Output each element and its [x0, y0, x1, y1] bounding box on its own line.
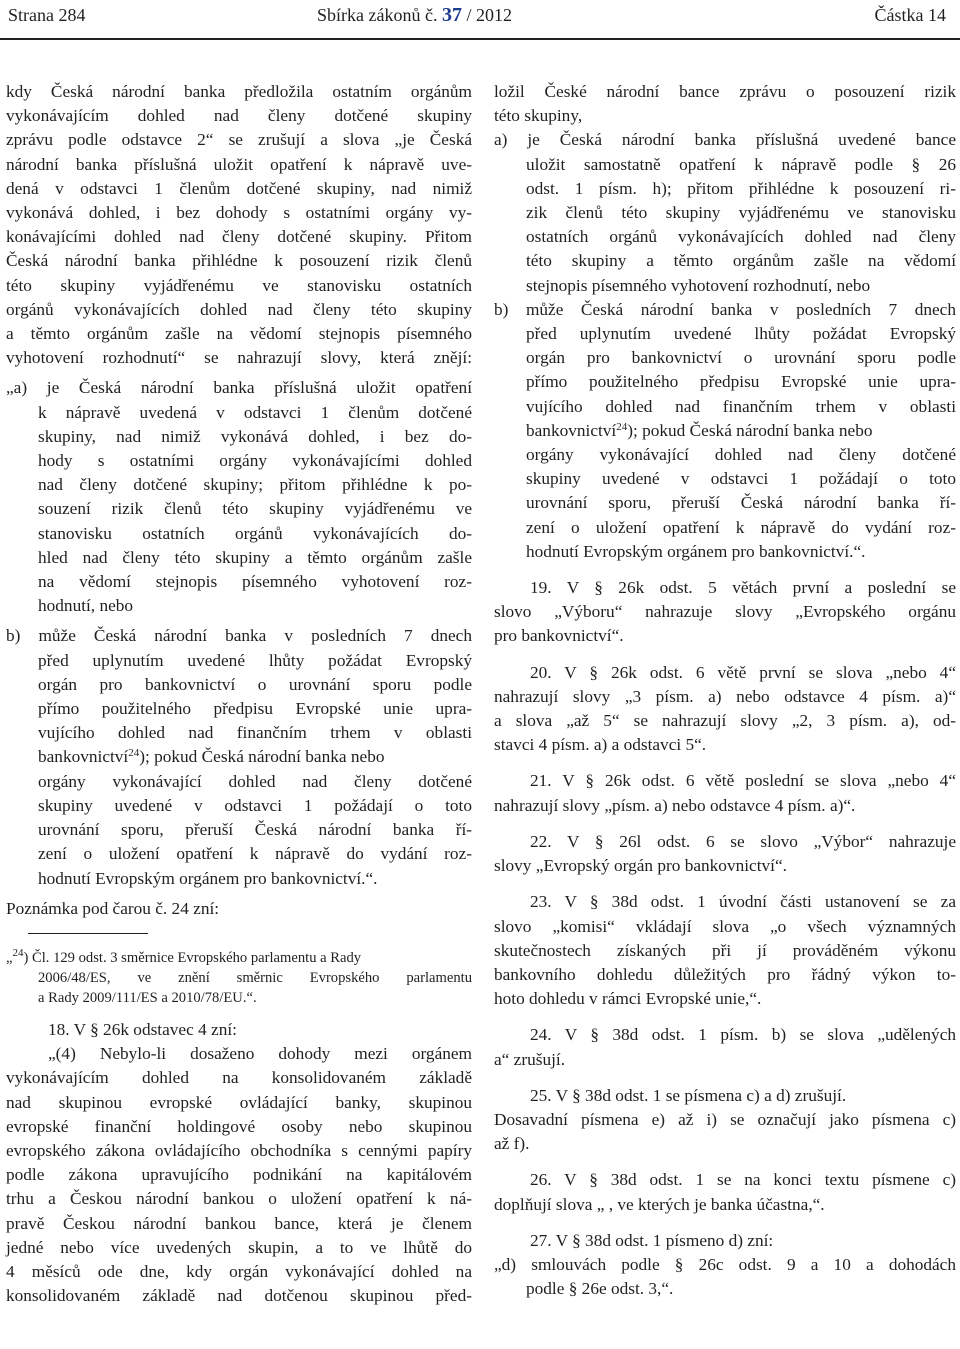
text-line: hody s ostatními orgány vykonávajícími dohled: [38, 451, 472, 471]
text-line: „(4) Nebylo-li dosaženo dohody mezi orgánem: [48, 1044, 472, 1064]
text-line: pro bankovnictví“.: [494, 626, 624, 646]
point-20: [494, 661, 956, 758]
amended-item-d: [494, 1253, 956, 1301]
point-19: [494, 576, 956, 649]
text-line: vykonává dohled, i bez dohody s ostatními orgány vy-: [6, 203, 472, 223]
text-line: 27. V § 38d odst. 1 písmeno d) zní:: [530, 1230, 774, 1250]
text-line: b) může Česká národní banka v posledních 7 dnech: [6, 626, 472, 646]
text-line: 4 měsíců ode dne, kdy orgán vykonávající dohled na: [6, 1261, 472, 1281]
text-fragment: ); pokud Česká národní banka nebo: [139, 747, 385, 767]
amended-item-a: [494, 128, 956, 297]
point-21: [494, 769, 956, 817]
amended-item-a: [6, 376, 472, 618]
intro-paragraph: [6, 80, 472, 370]
text-line: slovy „Evropský orgán pro bankovnictví“.: [494, 856, 787, 876]
footnote-line: [6, 948, 472, 968]
text-line: b) může Česká národní banka v posledních 7 dnech: [494, 299, 956, 319]
text-line: nahrazují slovy „3 písm. a) nebo odstavce 4 písm. a)“: [494, 686, 956, 706]
text-line: 24. V § 38d odst. 1 písm. b) se slova „udělených: [530, 1025, 956, 1045]
text-line: této skupiny vyjádřenému ve stanovisku ostatních: [6, 275, 472, 295]
text-line: vujícího dohled nad finančním trhem v oblasti: [526, 396, 956, 416]
collection-title: [317, 3, 512, 27]
text-line: nad skupinou evropské ovládající banky, skupinou: [6, 1092, 472, 1112]
header-rule: [0, 38, 960, 40]
text-line: bankovního dohledu důležitých pro řádný výkon to-: [494, 964, 956, 984]
footnote-reference: 24: [128, 747, 140, 760]
text-line: až f).: [494, 1134, 530, 1154]
continuation-paragraph: [494, 80, 956, 128]
point-25: [494, 1084, 956, 1157]
text-line: skutečnostech získaných při jí prováděném výkonu: [494, 940, 956, 960]
issue-number: 37: [441, 4, 462, 26]
text-line: podle zákona upravujícího podnikání na kapitálovém: [6, 1165, 472, 1185]
text-line: „a) je Česká národní banka příslušná uložit opatření: [6, 378, 472, 398]
text-line: orgány vykonávající dohled nad členy dotčené: [526, 445, 956, 465]
footnote-intro: [6, 897, 472, 921]
text-line: této skupiny a těmto orgánům zašle na vědomí: [526, 251, 956, 271]
collection-suffix: / 2012: [461, 5, 512, 25]
text-line: 23. V § 38d odst. 1 úvodní části ustanovení se za: [530, 892, 956, 912]
text-line-with-footnote-ref: [494, 419, 956, 443]
text-line: vujícího dohled nad finančním trhem v oblasti: [38, 723, 472, 743]
text-fragment: bankovnictví: [526, 420, 617, 440]
text-line: slovo „Výboru“ nahrazuje slovy „Evropského orgánu: [494, 602, 956, 622]
text-fragment: ) Čl. 129 odst. 3 směrnice Evropského parlamentu a Rady: [23, 949, 362, 966]
text-line: stejnopis písemného vyhotovení rozhodnutí, nebo: [526, 275, 871, 295]
point-18: [6, 1018, 472, 1308]
text-line: a“ zrušují.: [494, 1049, 566, 1069]
text-line: orgán pro bankovnictví o urovnání sporu podle: [526, 348, 956, 368]
point-27: [494, 1229, 956, 1253]
text-line: skupiny, nad nimiž vykonává dohled, i bez do-: [38, 426, 472, 446]
text-line: zprávu podle odstavce 2“ se zrušují a slova „je Česká: [6, 130, 472, 150]
text-line: Česká národní banka přihlédne k posouzení rizik členů: [6, 251, 472, 271]
amended-item-b: [6, 624, 472, 890]
text-line: „d) smlouvách podle § 26c odst. 9 a 10 a dohodách: [494, 1254, 956, 1274]
collection-prefix: Sbírka zákonů č.: [317, 5, 442, 25]
text-line: evropského zákona ovládajícího obchodníka s cennými papíry: [6, 1140, 472, 1160]
point-26: [494, 1168, 956, 1216]
text-line: 22. V § 26l odst. 6 se slovo „Výbor“ nahrazuje: [530, 831, 956, 851]
left-column: [6, 80, 472, 1308]
text-line: vykonávajícím dohled na konsolidovaném základě: [6, 1068, 472, 1088]
text-line: Dosavadní písmena e) až i) se označují jako písmena c): [494, 1109, 956, 1129]
text-line: na vědomí stejnopis písemného vyhotovení roz-: [38, 572, 472, 592]
text-line: a slova „až 5“ se nahrazují slovy „2, 3 písm. a), od-: [494, 711, 956, 731]
text-line: hodnutí Evropským orgánem pro bankovnictví.“.: [38, 868, 378, 888]
text-fragment: „: [6, 949, 13, 966]
point-heading: 18. V § 26k odstavec 4 zní:: [48, 1019, 237, 1039]
text-line: této skupiny,: [494, 106, 583, 126]
footnote: [6, 948, 472, 1008]
text-line: skupiny uvedené v odstavci 1 požádají o toto: [38, 795, 472, 815]
text-line: stavci 4 písm. a) a odstavci 5“.: [494, 735, 707, 755]
footnote-line: 2006/48/ES, ve znění směrnic Evropského parlamentu: [38, 969, 472, 986]
text-line: orgánů vykonávajících dohled nad členy této skupiny: [6, 299, 472, 319]
text-line: Poznámka pod čarou č. 24 zní:: [6, 898, 220, 918]
text-line: zik členů této skupiny vyjádřenému ve stanovisku: [526, 203, 956, 223]
text-line: urovnání sporu, přeruší Česká národní banka ří-: [38, 820, 472, 840]
part-number: Částka 14: [874, 5, 946, 25]
text-line: konsolidovaném základě nad dotčenou skupinou před-: [6, 1286, 472, 1306]
text-line: ostatních orgánů vykonávajících dohled nad členy: [526, 227, 956, 247]
right-column: [494, 80, 956, 1301]
text-line: národní banka příslušná uložit opatření k nápravě uve-: [6, 154, 472, 174]
text-line: k nápravě uvedená v odstavci 1 členům dotčené: [38, 402, 472, 422]
text-line: před uplynutím uvedené lhůty požádat Evropský: [38, 650, 472, 670]
point-22: [494, 830, 956, 878]
point-24: [494, 1023, 956, 1071]
text-line: orgán pro bankovnictví o urovnání sporu podle: [38, 674, 472, 694]
text-line: před uplynutím uvedené lhůty požádat Evropský: [526, 324, 956, 344]
text-line: 19. V § 26k odst. 5 větách první a poslední se: [530, 578, 956, 598]
text-line: zení o uložení opatření k nápravě do vydání roz-: [38, 844, 472, 864]
text-fragment: ); pokud Česká národní banka nebo: [627, 420, 873, 440]
text-line: 21. V § 26k odst. 6 větě poslední se slova „nebo 4“: [530, 771, 956, 791]
text-line: 26. V § 38d odst. 1 se na konci textu písmene c): [530, 1170, 956, 1190]
text-line: hodnutí, nebo: [38, 596, 134, 616]
text-line: pravě Českou národní bankou bance, která je členem: [6, 1213, 472, 1233]
point-23: [494, 890, 956, 1011]
text-line: jedné nebo více uvedených skupin, a to ve lhůtě do: [6, 1237, 472, 1257]
text-line: 20. V § 26k odst. 6 větě první se slova „nebo 4“: [530, 662, 956, 682]
text-line: kdy Česká národní banka předložila ostatním orgánům: [6, 82, 472, 101]
text-line: dená v odstavci 1 členům dotčené skupiny, nad nimiž: [6, 178, 472, 198]
text-line: a těmto orgánům zašle na vědomí stejnopis písemného: [6, 324, 472, 344]
text-line: orgány vykonávající dohled nad členy dotčené: [38, 771, 472, 791]
text-line: podle § 26e odst. 3,“.: [526, 1279, 674, 1299]
footnote-number: 24: [12, 946, 24, 959]
text-line: doplňují slova „ , ve kterých je banka účastna,“.: [494, 1194, 825, 1214]
text-line: hodnutí Evropským orgánem pro bankovnictví.“.: [526, 541, 866, 561]
text-line: přímo použitelného předpisu Evropské unie upra-: [38, 699, 472, 719]
text-line: hled nad členy této skupiny a těmto orgánům zašle: [38, 547, 472, 567]
text-line: nad členy dotčené skupiny; přitom přihlédne k po-: [38, 475, 472, 495]
text-line: skupiny uvedené v odstavci 1 požádají o toto: [526, 469, 956, 489]
text-line: přímo použitelného předpisu Evropské unie upra-: [526, 372, 956, 392]
page-header: [0, 3, 960, 27]
text-line: zení o uložení opatření k nápravě do vydání roz-: [526, 517, 956, 537]
text-line: a) je Česká národní banka příslušná uvedené bance: [494, 130, 956, 150]
text-line: 25. V § 38d odst. 1 se písmena c) a d) zrušují.: [530, 1085, 847, 1105]
footnote-reference: 24: [616, 420, 628, 433]
text-line: evropské finanční holdingové osoby nebo skupinou: [6, 1116, 472, 1136]
text-line: hoto dohledu v rámci Evropské unie,“.: [494, 989, 762, 1009]
text-fragment: bankovnictví: [38, 747, 129, 767]
text-line: konávajícími dohled nad členy dotčené skupiny. Přitom: [6, 227, 472, 247]
text-line: stanovisku ostatních orgánů vykonávajících do-: [38, 523, 472, 543]
text-line: trhu a Českou národní bankou o uložení opatření k ná-: [6, 1189, 472, 1209]
page-number: Strana 284: [8, 5, 86, 25]
text-line-with-footnote-ref: [6, 745, 472, 769]
text-line: ložil České národní bance zprávu o posouzení rizik: [494, 82, 956, 101]
text-line: slovo „komisi“ vkládají slova „o všech významných: [494, 916, 956, 936]
text-line: vyhotovení rozhodnutí“ se nahrazují slovy, která znějí:: [6, 348, 472, 368]
footnote-line: a Rady 2009/111/ES a 2010/78/EU.“.: [38, 989, 257, 1006]
amended-item-b: [494, 298, 956, 564]
text-line: vykonávajícím dohled nad členy dotčené skupiny: [6, 106, 472, 126]
text-line: uložit samostatně opatření k nápravě podle § 26: [526, 154, 956, 174]
text-line: urovnání sporu, přeruší Česká národní banka ří-: [526, 493, 956, 513]
text-line: nahrazují slovy „písm. a) nebo odstavce 4 písm. a)“.: [494, 795, 856, 815]
text-line: souzení rizik členů této skupiny vyjádřenému ve: [38, 499, 472, 519]
footnote-rule: [28, 933, 148, 934]
text-line: odst. 1 písm. h); přitom přihlédne k posouzení ri-: [526, 178, 956, 198]
